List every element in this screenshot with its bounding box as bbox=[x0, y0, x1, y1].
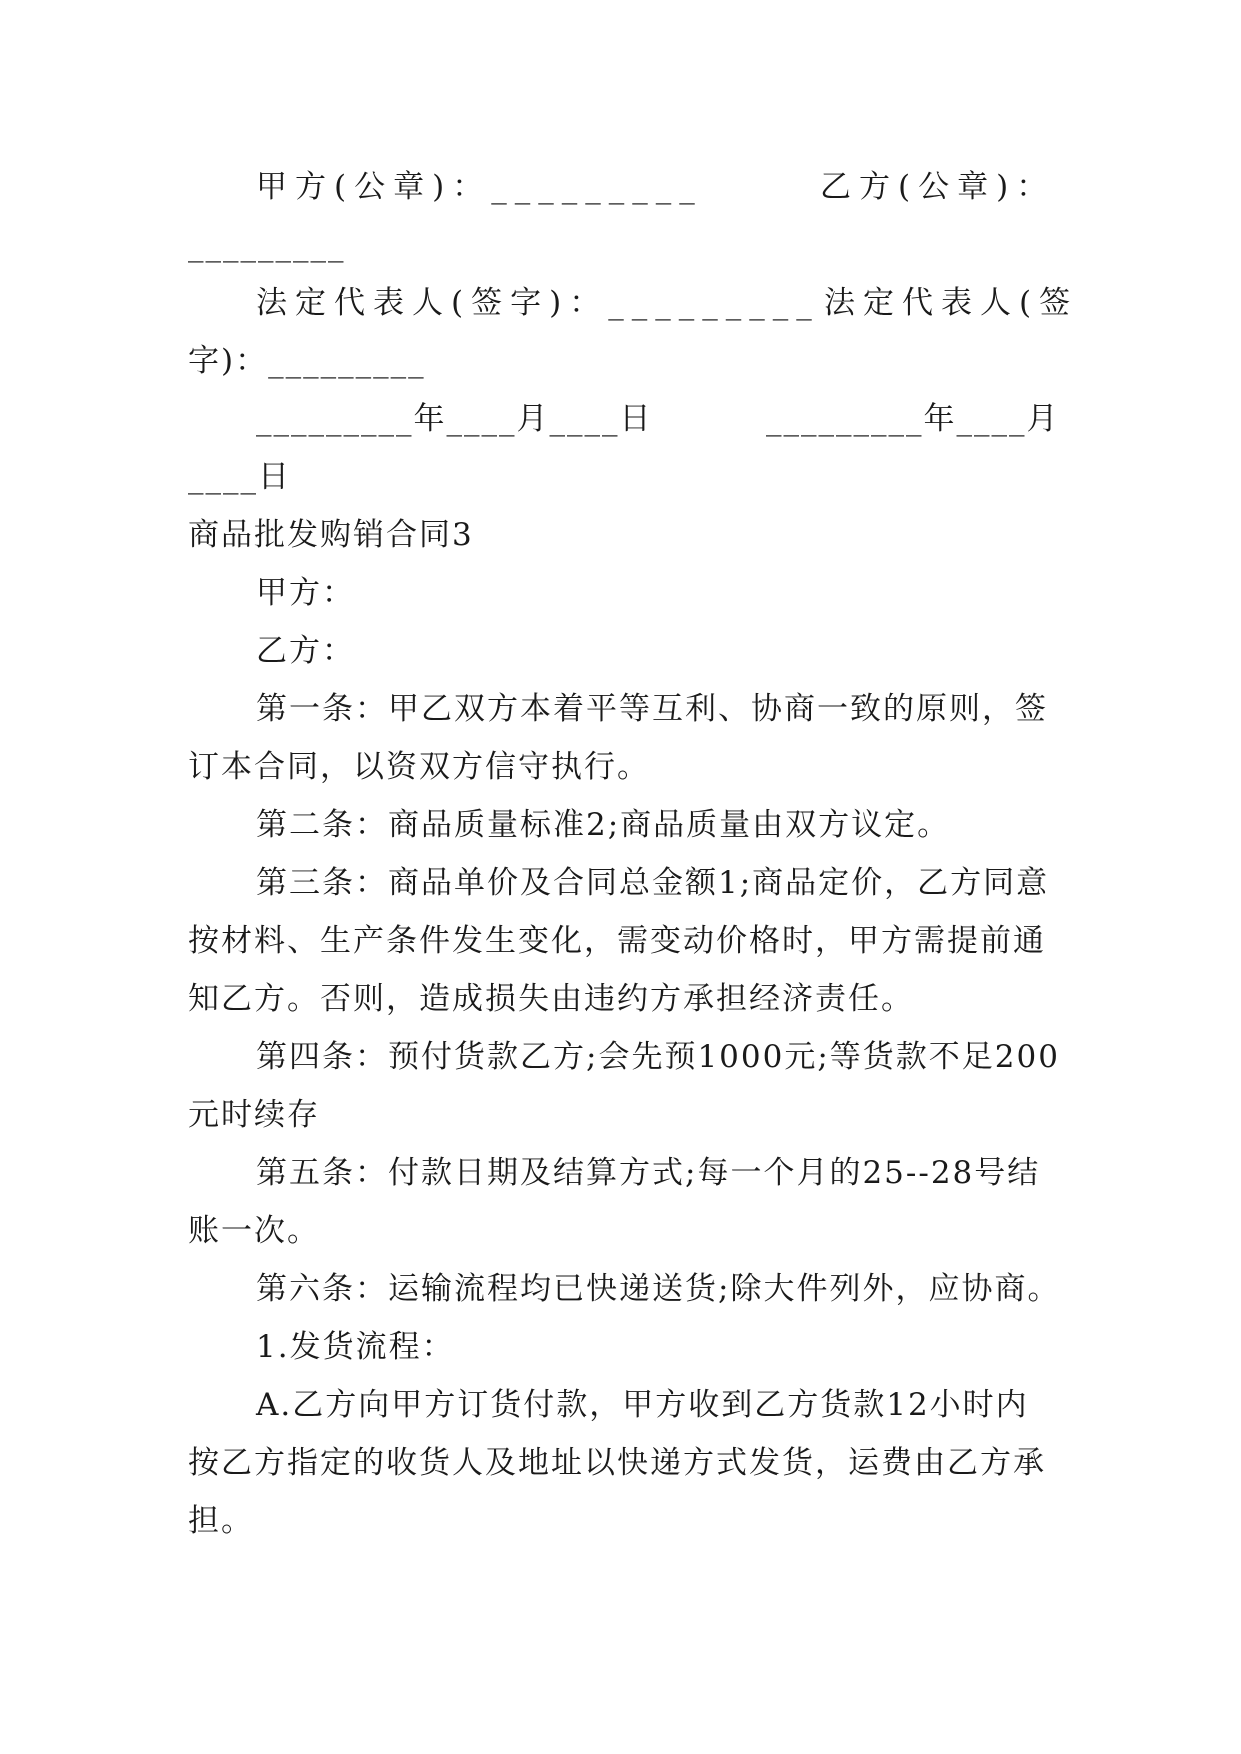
clause-line: 担。 bbox=[188, 1503, 254, 1539]
seal-row bbox=[188, 158, 1056, 216]
party-b-date-cont: ____日 bbox=[188, 459, 291, 495]
party-a-seal: 甲方(公章)：_________ bbox=[256, 169, 703, 205]
clause-line: 1.发货流程： bbox=[256, 1329, 455, 1365]
contract-title: 商品批发购销合同3 bbox=[188, 517, 474, 553]
party-b-representative: 法定代表人(签 bbox=[824, 285, 1079, 321]
clause-line: 元时续存 bbox=[188, 1097, 320, 1133]
clause-line: 按乙方指定的收货人及地址以快递方式发货，运费由乙方承 bbox=[188, 1445, 1046, 1481]
clause-line: 知乙方。否则，造成损失由违约方承担经济责任。 bbox=[188, 981, 914, 1017]
party-b-seal: 乙方(公章)： bbox=[820, 169, 1056, 205]
clause-line: 第二条：商品质量标准2;商品质量由双方议定。 bbox=[256, 807, 951, 843]
clause-line: 第四条：预付货款乙方;会先预1000元;等货款不足200 bbox=[256, 1039, 1060, 1075]
clause-line: A.乙方向甲方订货付款，甲方收到乙方货款12小时内 bbox=[256, 1387, 1029, 1423]
clause-line: 第三条：商品单价及合同总金额1;商品定价，乙方同意 bbox=[256, 865, 1050, 901]
contract-clauses bbox=[188, 564, 1061, 1550]
clause-line: 账一次。 bbox=[188, 1213, 320, 1249]
clause-line: 第六条：运输流程均已快递送货;除大件列外，应协商。 bbox=[256, 1271, 1061, 1307]
clause-line: 按材料、生产条件发生变化，需变动价格时，甲方需提前通 bbox=[188, 923, 1046, 959]
date-row bbox=[188, 390, 1060, 448]
party-a-date: _________年____月____日 bbox=[256, 401, 653, 437]
clause-line: 乙方： bbox=[256, 633, 355, 669]
party-b-date: _________年____月 bbox=[766, 401, 1060, 437]
clause-line: 第一条：甲乙双方本着平等互利、协商一致的原则，签 bbox=[256, 691, 1048, 727]
party-b-representative-cont: 字)：_________ bbox=[188, 343, 426, 379]
party-b-seal-blank: _________ bbox=[188, 227, 346, 263]
clause-line: 甲方： bbox=[256, 575, 355, 611]
party-a-representative: 法定代表人(签字)：_________ bbox=[256, 285, 820, 321]
representative-row bbox=[188, 274, 1079, 332]
clause-line: 第五条：付款日期及结算方式;每一个月的25--28号结 bbox=[256, 1155, 1041, 1191]
document-body bbox=[188, 158, 1079, 1550]
clause-line: 订本合同，以资双方信守执行。 bbox=[188, 749, 650, 785]
